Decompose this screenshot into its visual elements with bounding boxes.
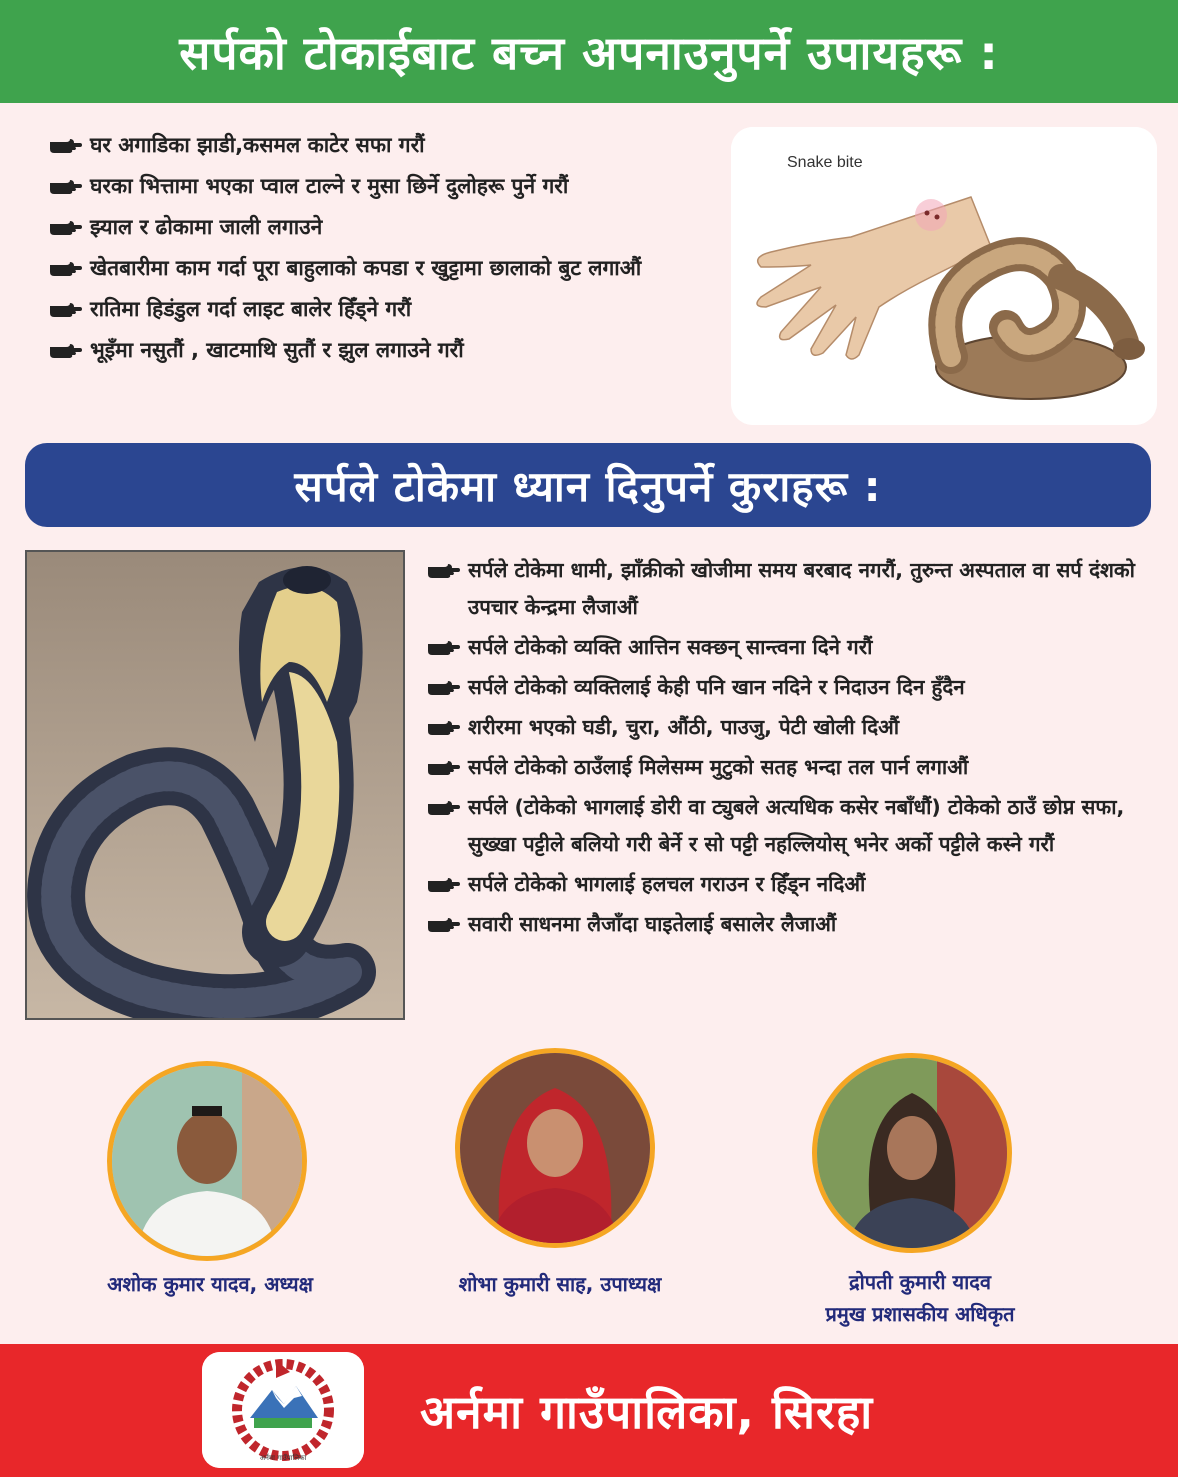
list-item: घरका भित्तामा भएका प्वाल टाल्ने र मुसा छिर्ने दुलोहरू पुर्ने गरौं: [48, 168, 728, 205]
list-item: सर्पले टोकेमा धामी, झाँक्रीको खोजीमा समय बरबाद नगरौं, तुरुन्त अस्पताल वा सर्प दंशको उपचार केन्द्रमा लैजाऔं: [426, 552, 1146, 626]
list-item: सर्पले (टोकेको भागलाई डोरी वा ट्युबले अत्यधिक कसेर नबाँधौं) टोकेको ठाउँ छोप्न सफा, सुख्खा पट्टीले बलियो गरी बेर्ने र सो पट्टी नहल्लियोस् भनेर अर्को पट्टीले कस्ने गरौं: [426, 789, 1146, 863]
first-aid-tips-list: [426, 552, 1146, 946]
avatar-chief-administrative-officer: [812, 1053, 1012, 1253]
pointing-hand-icon: [426, 749, 462, 786]
page-title: सर्पको टोकाईबाट बच्न अपनाउनुपर्ने उपायहरू :: [0, 0, 1178, 103]
cobra-image: [25, 550, 405, 1020]
emblem-icon: [202, 1352, 364, 1468]
svg-text:अर्नमा गाउँपालिका: अर्नमा गाउँपालिका: [259, 1454, 307, 1462]
list-item: भूइँमा नसुतौं , खाटमाथि सुतौं र झुल लगाउने गरौं: [48, 332, 728, 369]
footer-banner: [0, 1344, 1178, 1477]
list-item: सवारी साधनमा लैजाँदा घाइतेलाई बसालेर लैजाऔं: [426, 906, 1146, 943]
municipality-logo: [202, 1352, 364, 1468]
official-caption-1: अशोक कुमार यादव, अध्यक्ष: [107, 1272, 313, 1296]
list-item: सर्पले टोकेको ठाउँलाई मिलेसम्म मुटुको सतह भन्दा तल पार्न लगाऔं: [426, 749, 1146, 786]
pointing-hand-icon: [48, 209, 84, 246]
pointing-hand-icon: [426, 866, 462, 903]
list-item: सर्पले टोकेको भागलाई हलचल गराउन र हिँड्न नदिऔं: [426, 866, 1146, 903]
person-photo: [817, 1058, 1007, 1248]
pointing-hand-icon: [48, 127, 84, 164]
municipality-name: अर्नमा गाउँपालिका, सिरहा: [420, 1384, 874, 1439]
list-item: खेतबारीमा काम गर्दा पूरा बाहुलाको कपडा र खुट्टामा छालाको बुट लगाऔं: [48, 250, 728, 287]
pointing-hand-icon: [48, 250, 84, 287]
snake-bite-image: [731, 127, 1157, 425]
list-item: सर्पले टोकेको व्यक्तिलाई केही पनि खान नदिने र निदाउन दिन हुँदैन: [426, 669, 1146, 706]
section-title: सर्पले टोकेमा ध्यान दिनुपर्ने कुराहरू :: [25, 443, 1151, 527]
pointing-hand-icon: [426, 906, 462, 943]
person-photo: [112, 1066, 302, 1256]
pointing-hand-icon: [426, 709, 462, 746]
pointing-hand-icon: [48, 332, 84, 369]
pointing-hand-icon: [426, 552, 462, 589]
avatar-vice-chairperson: [455, 1048, 655, 1248]
prevention-section: [0, 103, 1178, 433]
list-item: रातिमा हिडंडुल गर्दा लाइट बालेर हिँड्ने गरौं: [48, 291, 728, 328]
pointing-hand-icon: [426, 669, 462, 706]
cobra-illustration: [27, 552, 403, 1018]
image-label: Snake bite: [787, 154, 863, 171]
pointing-hand-icon: [48, 168, 84, 205]
person-photo: [460, 1053, 650, 1243]
list-item: घर अगाडिका झाडी,कसमल काटेर सफा गरौं: [48, 127, 728, 164]
pointing-hand-icon: [48, 291, 84, 328]
prevention-tips-list: [48, 127, 728, 373]
list-item: शरीरमा भएको घडी, चुरा, औंठी, पाउजु, पेटी खोली दिऔं: [426, 709, 1146, 746]
list-item: सर्पले टोकेको व्यक्ति आत्तिन सक्छन् सान्त्वना दिने गरौं: [426, 629, 1146, 666]
list-item: झ्याल र ढोकामा जाली लगाउने: [48, 209, 728, 246]
pointing-hand-icon: [426, 629, 462, 666]
official-caption-2: शोभा कुमारी साह, उपाध्यक्ष: [458, 1272, 662, 1296]
pointing-hand-icon: [426, 789, 462, 826]
official-caption-3: द्रोपती कुमारी यादव प्रमुख प्रशासकीय अधिकृत: [825, 1270, 1015, 1326]
avatar-chairperson: [107, 1061, 307, 1261]
